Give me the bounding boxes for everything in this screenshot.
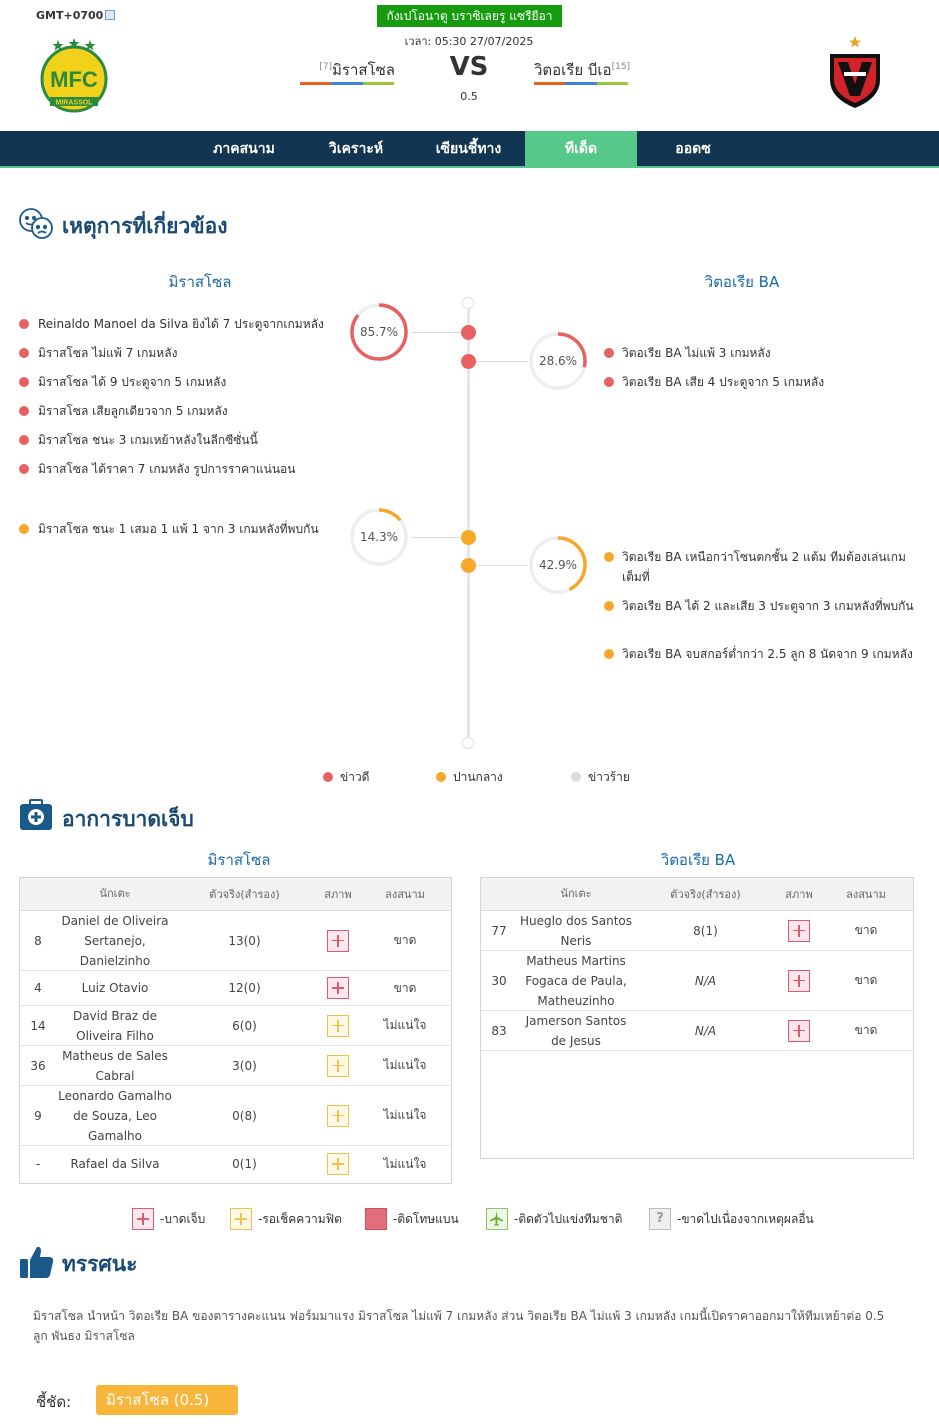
legend-national: -ติดตัวไปแข่งทีมชาติ: [486, 1208, 622, 1230]
event-dot-mid: [604, 649, 614, 659]
table-row[interactable]: 30 Matheus Martins Fogaca de Paula, Matheuzinho N/A ขาด: [481, 951, 913, 1011]
doubtful-icon: [327, 1055, 349, 1077]
event-dot-mid: [19, 524, 29, 534]
event-dot-good: [604, 377, 614, 387]
table-row[interactable]: 83 Jamerson Santos de Jesus N/A ขาด: [481, 1011, 913, 1051]
injuries-away-title: วิตอเรีย BA: [660, 851, 736, 869]
event-dot-good: [19, 406, 29, 416]
away-team-logo[interactable]: [826, 36, 884, 112]
home-mid-percent-ring: [349, 507, 409, 567]
event-item: มิราสโซล ได้ 9 ประตูจาก 5 เกมหลัง: [38, 375, 227, 389]
table-row[interactable]: 36 Matheus de Sales Cabral 3(0) ไม่แน่ใจ: [20, 1046, 451, 1086]
event-item: วิตอเรีย BA เหนือกว่าโซนตกชั้น 2 แต้ม ทีมต้องเล่นเกมเต็มที่: [622, 550, 906, 584]
svg-text:MIRASSOL: MIRASSOL: [55, 99, 93, 107]
events-home-title: มิราสโซล: [168, 273, 232, 291]
tab-top-pick[interactable]: ทีเด็ด: [525, 131, 637, 168]
face-icon: [18, 206, 54, 245]
table-header: นักเตะ ตัวจริง(สำรอง) สภาพ ลงสนาม: [20, 878, 451, 911]
legend-suspended: -ติดโทษแบน: [365, 1208, 459, 1230]
star-icon: [849, 36, 861, 48]
legend-injured: -บาดเจ็บ: [132, 1208, 205, 1230]
away-team-name[interactable]: วิตอเรีย บีเอ[15]: [534, 61, 631, 79]
timeline-end: [462, 737, 474, 749]
legend-good-dot: [323, 772, 333, 782]
svg-text:MFC: MFC: [50, 67, 98, 92]
away-good-percent-ring: [528, 331, 588, 391]
timeline-start: [462, 297, 474, 309]
handicap-value: 0.5: [460, 90, 478, 103]
home-good-percent-ring: [349, 302, 409, 362]
home-team-color-bar: [300, 82, 394, 85]
home-good-percent: 85.7%: [359, 325, 399, 339]
league-badge[interactable]: กังเปโอนาตู บราซิเลยรู แซรียีอา: [377, 5, 562, 27]
event-item: มิราสโซล ได้ราคา 7 เกมหลัง รูปการราคาแน่นอน: [38, 462, 296, 476]
event-dot-good: [604, 348, 614, 358]
injured-icon: [132, 1208, 154, 1230]
away-good-percent: 28.6%: [538, 354, 578, 368]
legend-mid: ปานกลาง: [453, 770, 503, 784]
table-row[interactable]: 9 Leonardo Gamalho de Souza, Leo Gamalho 0(8) ไม่แน่ใจ: [20, 1086, 451, 1146]
event-item: วิตอเรีย BA ได้ 2 และเสีย 3 ประตูจาก 3 เกมหลังที่พบกัน: [622, 599, 914, 613]
legend-bad-dot: [571, 772, 581, 782]
tab-field[interactable]: ภาคสนาม: [213, 141, 275, 157]
event-dot-mid: [604, 552, 614, 562]
injuries-title: อาการบาดเจ็บ: [62, 807, 194, 831]
event-dot-good: [19, 319, 29, 329]
event-dot-mid: [604, 601, 614, 611]
home-mid-percent: 14.3%: [359, 530, 399, 544]
event-item: วิตอเรีย BA จบสกอร์ต่ำกว่า 2.5 ลูก 8 นัดจาก 9 เกมหลัง: [622, 647, 913, 661]
event-item: วิตอเรีย BA ไม่แพ้ 3 เกมหลัง: [622, 346, 771, 360]
table-row[interactable]: 4 Luiz Otavio 12(0) ขาด: [20, 971, 451, 1006]
timezone-label: GMT+0700: [36, 9, 115, 22]
table-header: นักเตะ ตัวจริง(สำรอง) สภาพ ลงสนาม: [481, 878, 913, 911]
airplane-icon: [486, 1208, 508, 1230]
injured-icon: [327, 930, 349, 952]
tab-analysis[interactable]: วิเคราะห์: [328, 141, 384, 157]
thumbs-up-icon: [19, 1244, 55, 1283]
opinion-text: มิราสโซล นำหน้า วิตอเรีย BA ของตารางคะแนน ฟอร์มมาแรง มิราสโซล ไม่แพ้ 7 เกมหลัง ส่วน วิตอเรีย BA ไม่แพ้ 3 เกมหลัง เกมนี้เปิดราคาออกมาให้ทีมเหย้าต่อ 0.5 ลูก พันธง มิราสโซล: [33, 1309, 885, 1343]
injured-icon: [788, 920, 810, 942]
pick-label: ชี้ชัด:: [36, 1393, 72, 1411]
home-team-name[interactable]: [7]มิราสโซล: [319, 61, 395, 79]
vs-label: VS: [449, 52, 489, 82]
legend-other: ? -ขาดไปเนื่องจากเหตุผลอื่น: [649, 1208, 814, 1230]
event-item: มิราสโซล ไม่แพ้ 7 เกมหลัง: [38, 346, 178, 360]
question-icon: ?: [649, 1208, 671, 1230]
away-mid-percent-ring: [528, 535, 588, 595]
events-away-title: วิตอเรีย BA: [704, 273, 780, 291]
event-dot-good: [19, 464, 29, 474]
injured-icon: [788, 1020, 810, 1042]
event-dot-good: [19, 377, 29, 387]
table-row[interactable]: 14 David Braz de Oliveira Filho 6(0) ไม่แน่ใจ: [20, 1006, 451, 1046]
match-time: เวลา: 05:30 27/07/2025: [404, 35, 534, 48]
timeline-node-good: [461, 325, 476, 340]
injured-icon: [788, 970, 810, 992]
event-item: วิตอเรีย BA เสีย 4 ประตูจาก 5 เกมหลัง: [622, 375, 825, 389]
main-nav: [0, 131, 939, 168]
event-item: มิราสโซล เสียลูกเดียวจาก 5 เกมหลัง: [38, 404, 228, 418]
doubtful-icon: [230, 1208, 252, 1230]
timeline-node-mid: [461, 530, 476, 545]
away-injury-table: [480, 877, 914, 1159]
legend-mid-dot: [436, 772, 446, 782]
legend-good: ข่าวดี: [340, 770, 370, 784]
tab-odds[interactable]: ออดซ: [675, 141, 711, 157]
medkit-icon: [19, 799, 53, 834]
injuries-home-title: มิราสโซล: [207, 851, 271, 869]
home-injury-table: [19, 877, 452, 1184]
suspended-icon: [365, 1208, 387, 1230]
doubtful-icon: [327, 1015, 349, 1037]
event-item: Reinaldo Manoel da Silva ยิงได้ 7 ประตูจากเกมหลัง: [38, 317, 324, 331]
event-item: มิราสโซล ชนะ 3 เกมเหย้าหลังในลีกซีซั่นนี้: [38, 433, 258, 447]
doubtful-icon: [327, 1153, 349, 1175]
table-row[interactable]: 77 Hueglo dos Santos Neris 8(1) ขาด: [481, 911, 913, 951]
tab-expert-tips[interactable]: เซียนชี้ทาง: [435, 141, 502, 157]
timezone-dropdown-icon[interactable]: [105, 10, 115, 20]
pick-badge: มิราสโซล (0.5): [96, 1385, 238, 1415]
event-item: มิราสโซล ชนะ 1 เสมอ 1 แพ้ 1 จาก 3 เกมหลังที่พบกัน: [38, 522, 319, 536]
legend-doubtful: -รอเช็คความฟิต: [230, 1208, 342, 1230]
injured-icon: [327, 977, 349, 999]
opinion-title: ทรรศนะ: [62, 1252, 138, 1276]
event-dot-good: [19, 435, 29, 445]
timeline-node-good: [461, 354, 476, 369]
table-row[interactable]: - Rafael da Silva 0(1) ไม่แน่ใจ: [20, 1146, 451, 1182]
away-team-color-bar: [534, 82, 628, 85]
timeline-node-mid: [461, 558, 476, 573]
home-team-logo[interactable]: [36, 37, 112, 113]
events-title: เหตุการที่เกี่ยวข้อง: [62, 214, 228, 238]
legend-bad: ข่าวร้าย: [588, 770, 630, 784]
table-row[interactable]: 8 Daniel de Oliveira Sertanejo, Danielzinho 13(0) ขาด: [20, 911, 451, 971]
doubtful-icon: [327, 1105, 349, 1127]
away-mid-percent: 42.9%: [538, 558, 578, 572]
event-dot-good: [19, 348, 29, 358]
